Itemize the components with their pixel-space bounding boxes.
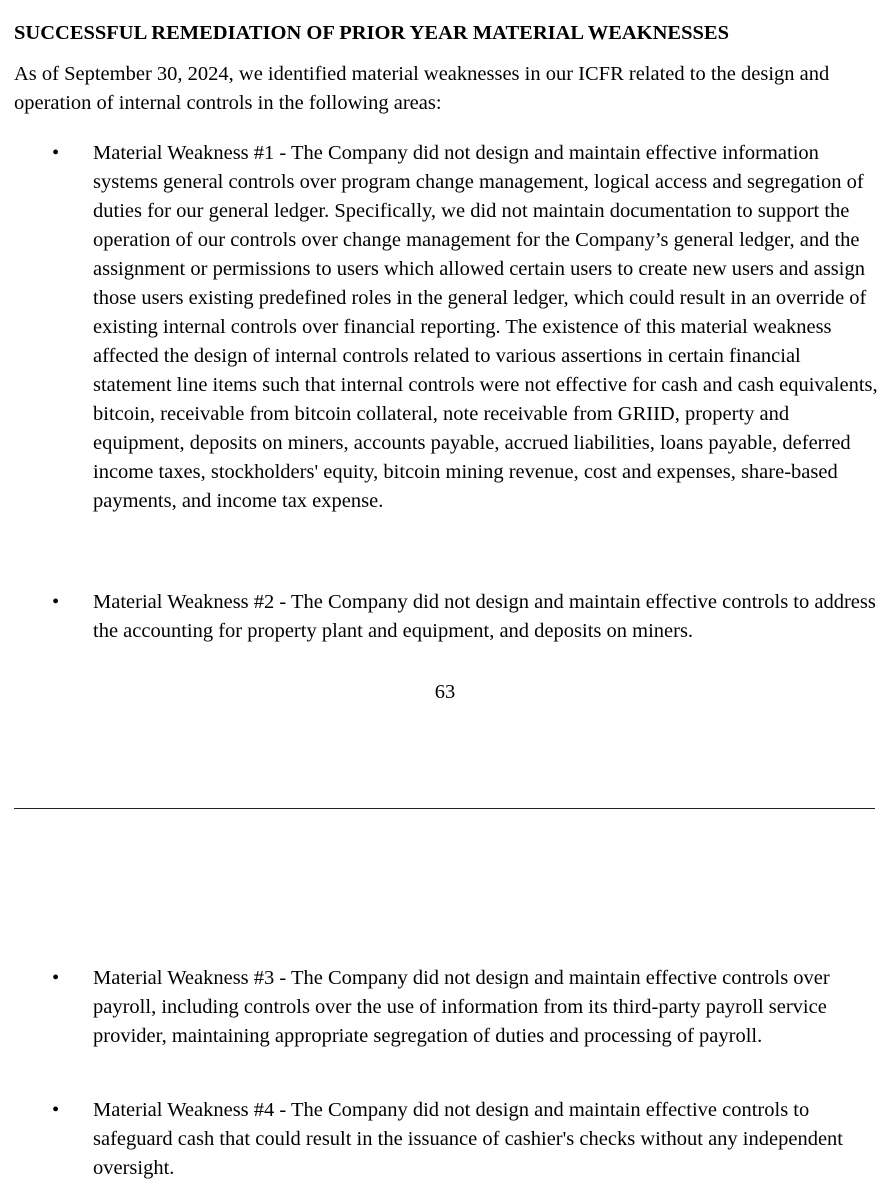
page-divider bbox=[14, 808, 875, 809]
weakness-3-text: Material Weakness #3 - The Company did not design and maintain effective controls over payroll, including controls over the use of information from its third-party payroll service provider, maintaining appropriate segregation of duties and processing of payroll. bbox=[93, 967, 830, 1047]
intro-paragraph: As of September 30, 2024, we identified material weaknesses in our ICFR related to the design and operation of internal controls in the following areas: bbox=[14, 63, 830, 114]
bullet-icon: • bbox=[52, 967, 60, 989]
bullet-icon: • bbox=[52, 591, 60, 613]
page-number: 63 bbox=[434, 681, 456, 703]
bullet-icon: • bbox=[52, 142, 60, 164]
weakness-2-text: Material Weakness #2 - The Company did not design and maintain effective controls to address the accounting for property plant and equipment, and deposits on miners. bbox=[93, 591, 876, 642]
weakness-1-text: Material Weakness #1 - The Company did not design and maintain effective information systems general controls over program change management, logical access and segregation of duties for our general ledger. Specifically, we did not maintain documentation to support the operation of our controls over change management for the Company’s general ledger, and the assignment or permissions to users which allowed certain users to create new users and assign those users existing predefined roles in the general ledger, which could result in an override of existing internal controls over financial reporting. The existence of this material weakness affected the design of internal controls related to various assertions in certain financial statement line items such that internal controls were not effective for cash and cash equivalents, bitcoin, receivable from bitcoin collateral, note receivable from GRIID, property and equipment, deposits on miners, accounts payable, accrued liabilities, loans payable, deferred income taxes, stockholders' equity, bitcoin mining revenue, cost and expenses, share-based payments, and income tax expense. bbox=[93, 142, 878, 512]
bullet-icon: • bbox=[52, 1099, 60, 1121]
section-heading: SUCCESSFUL REMEDIATION OF PRIOR YEAR MATERIAL WEAKNESSES bbox=[14, 22, 729, 44]
weakness-4-text: Material Weakness #4 - The Company did not design and maintain effective controls to safeguard cash that could result in the issuance of cashier's checks without any independent oversight. bbox=[93, 1099, 843, 1179]
